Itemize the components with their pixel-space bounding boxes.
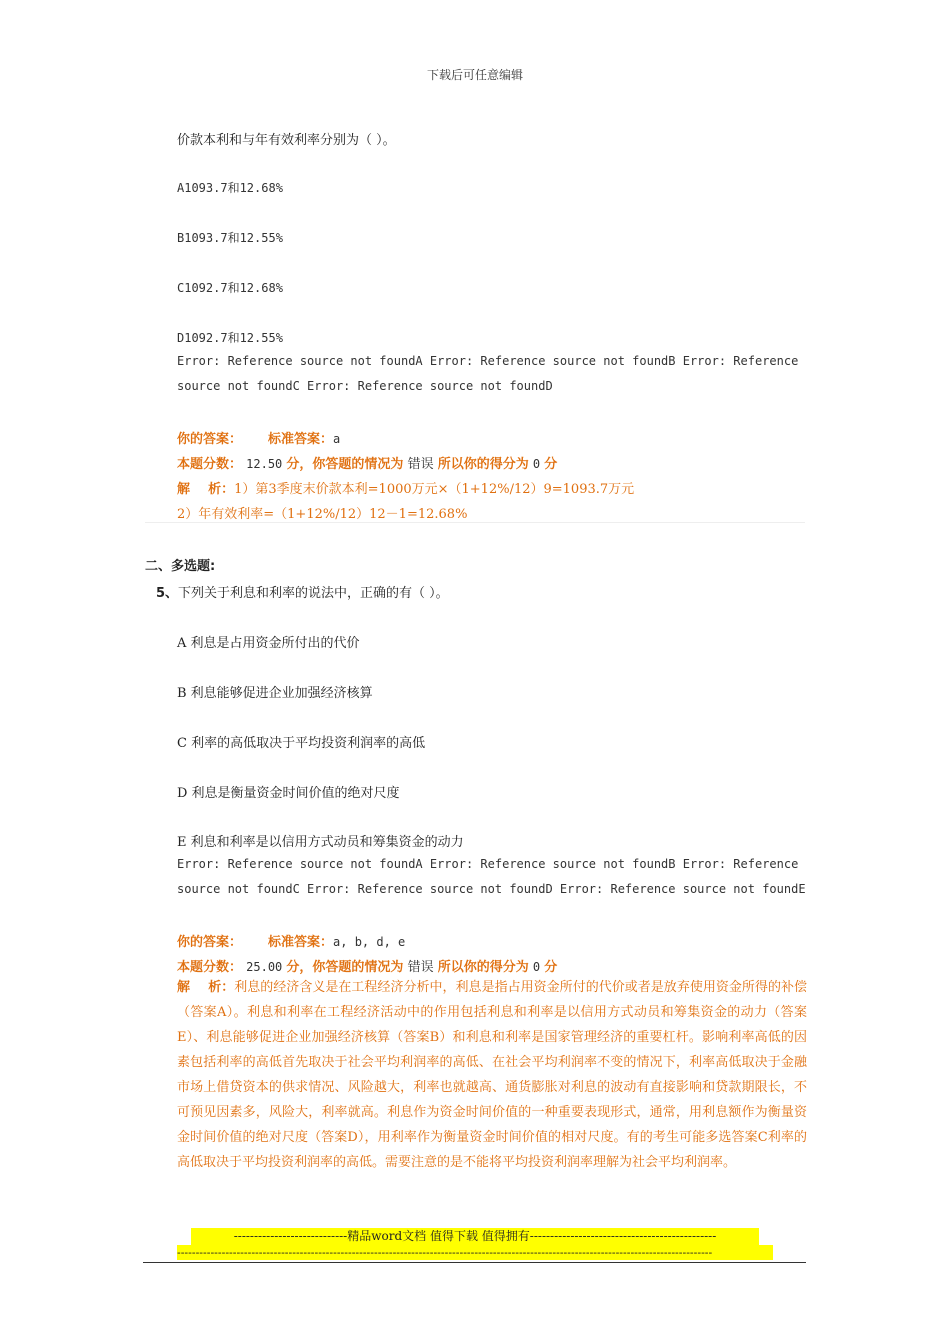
status-value: 错误	[407, 960, 434, 975]
q5-stem	[156, 582, 449, 601]
q5-option-b: B 利息能够促进企业加强经济核算	[177, 686, 373, 701]
status-label: 分，你答题的情况为	[286, 960, 404, 975]
status-value: 错误	[407, 457, 434, 472]
footer-banner: ----------------------------精品word文档 值得下载 值得拥有----------------------------------------------	[191, 1228, 759, 1245]
q5-score-row	[177, 956, 557, 975]
score-label: 本题分数：	[177, 960, 243, 975]
result-unit: 分	[544, 457, 558, 472]
q4-option-b: B1093.7和12.55%	[177, 231, 283, 245]
analysis-text: 1）第3季度末价款本利=1000万元×（1+12%/12）9=1093.7万元	[234, 482, 635, 497]
result-label: 所以你的得分为	[437, 457, 529, 472]
result-label: 所以你的得分为	[437, 960, 529, 975]
q4-option-d: D1092.7和12.55%	[177, 331, 283, 345]
q5-option-e: E 利息和利率是以信用方式动员和筹集资金的动力	[177, 835, 464, 850]
question-text: 下列关于利息和利率的说法中，正确的有（ ）。	[178, 586, 449, 601]
question-separator	[145, 522, 805, 523]
analysis-text: 利息的经济含义是在工程经济分析中，利息是指占用资金所付的代价或者是放弃使用资金所得的补偿（答案A）。利息和利率在工程经济活动中的作用包括利息和利率是以信用方式动员和筹集资金的动力（答案E）、利息能够促进企业加强经济核算（答案B）和利息和利率是国家管理经济的重要杠杆。影响利率高低的因素包括利率的高低首先取决于社会平均利润率的高低、在社会平均利润率不变的情况下，利率高低取决于金融市场上借贷资本的供求情况、风险越大，利率也就越高、通货膨胀对利息的波动有直接影响和贷款期限长，不可预见因素多，风险大，利率就高。利息作为资金时间价值的一种重要表现形式，通常，用利息额作为衡量资金时间价值的绝对尺度（答案D），用利率作为衡量资金时间价值的相对尺度。有的考生可能多选答案C利率的高低取决于平均投资利润率的高低。需要注意的是不能将平均投资利润率理解为社会平均利润率。	[177, 980, 807, 1170]
your-answer-label: 你的答案：	[177, 935, 243, 950]
score-label: 本题分数：	[177, 457, 243, 472]
analysis-label: 解 析：	[177, 482, 235, 497]
q5-analysis	[177, 975, 807, 1175]
standard-answer: a, b, d, e	[333, 935, 406, 949]
q5-error-line: source not foundC Error: Reference source not foundD Error: Reference source not foundE	[177, 882, 806, 896]
section-title: 二、多选题:	[145, 559, 216, 574]
q4-option-a: A1093.7和12.68%	[177, 181, 283, 195]
standard-answer-label: 标准答案：	[268, 935, 334, 950]
q4-analysis-row	[177, 478, 634, 497]
q5-option-a: A 利息是占用资金所付出的代价	[177, 636, 360, 651]
q4-error-line: source not foundC Error: Reference source not foundD	[177, 379, 553, 393]
standard-answer-label: 标准答案：	[268, 432, 334, 447]
q5-option-c: C 利率的高低取决于平均投资利润率的高低	[177, 736, 426, 751]
q5-error-line: Error: Reference source not foundA Error: Reference source not foundB Error: Reference	[177, 857, 799, 871]
q4-analysis-line: 2）年有效利率=（1+12%/12）12－1=12.68%	[177, 507, 468, 522]
result-value: 0	[532, 960, 541, 974]
standard-answer: a	[333, 432, 341, 446]
q4-option-c: C1092.7和12.68%	[177, 281, 283, 295]
q4-stem: 价款本利和与年有效利率分别为（ ）。	[177, 133, 396, 148]
q5-option-d: D 利息是衡量资金时间价值的绝对尺度	[177, 786, 400, 801]
question-number: 5、	[156, 586, 179, 601]
score-value: 12.50	[246, 457, 283, 471]
footer-rule	[143, 1262, 806, 1263]
q4-score-row	[177, 453, 557, 472]
your-answer-label: 你的答案：	[177, 432, 243, 447]
q5-answer-row	[177, 931, 405, 950]
q4-answer-row	[177, 428, 340, 447]
q4-error-line: Error: Reference source not foundA Error: Reference source not foundB Error: Reference	[177, 354, 799, 368]
page-header: 下载后可任意编辑	[426, 68, 523, 82]
result-unit: 分	[544, 960, 558, 975]
status-label: 分，你答题的情况为	[286, 457, 404, 472]
score-value: 25.00	[246, 960, 283, 974]
analysis-label: 解 析：	[177, 980, 235, 995]
footer-dash-line: ------------------------------------------------------------------------------------------------------------------------------------------------	[177, 1245, 773, 1260]
result-value: 0	[532, 457, 541, 471]
